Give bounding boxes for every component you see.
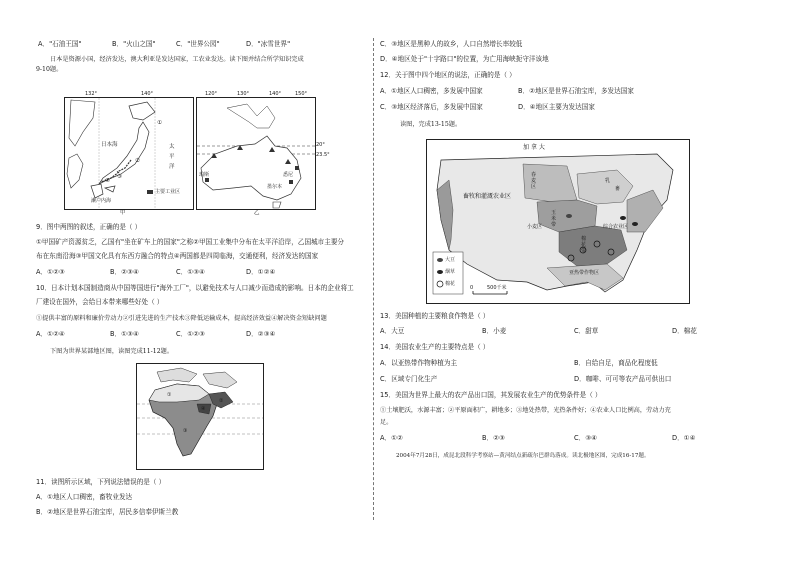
- q8-option-d[interactable]: D．"冰雪世界": [246, 40, 291, 48]
- q14-option-b[interactable]: B．自给自足，商品化程度低: [574, 359, 658, 367]
- q8-option-b[interactable]: B．"火山之国": [112, 40, 156, 48]
- q14-option-d[interactable]: D．咖啡、可可等农产品可供出口: [574, 375, 672, 383]
- japan-intro-line1: 日本是资源小国，经济发达，澳大利亚是发达国家，工农业发达。读下图并结合所学知识完成: [50, 56, 304, 63]
- africa-region-3: ③: [183, 428, 188, 434]
- q15-option-b[interactable]: B．②③: [482, 434, 505, 442]
- q9-stem: 9．图中两图的叙述，正确的是（ ）: [36, 223, 142, 231]
- us-legend-soybean: 大豆: [445, 257, 456, 263]
- q10-option-d[interactable]: D．②③④: [246, 330, 276, 338]
- q8-option-c[interactable]: C．"世界公园": [176, 40, 220, 48]
- yi-lat-23-5: 23.5°: [316, 152, 330, 158]
- q11-option-c[interactable]: C．③地区是黑种人的故乡，人口自然增长率较低: [380, 40, 523, 48]
- us-legend-cotton: 棉花: [445, 281, 456, 287]
- q9-option-a[interactable]: A．①②③: [36, 268, 65, 276]
- us-map-cotton-belt: 棉 花 带: [581, 236, 587, 254]
- q10-option-b[interactable]: B．①③④: [110, 330, 139, 338]
- q10-line2: ①提供丰富的原料和廉价劳动力②引进先进的生产技术③降低运输成本，提高经济效益④解决资金短缺问题: [36, 315, 327, 322]
- jia-pacific-2: 平: [169, 154, 175, 160]
- q16-intro: 2004年7月28日，成昆北段科学考察站—黄河结点新疏尔巴群岛落成。读北极地区图，完成16-17题。: [396, 453, 650, 459]
- q9-option-d[interactable]: D．①②④: [246, 268, 276, 276]
- q12-option-a[interactable]: A．①地区人口稠密，多发展中国家: [380, 87, 483, 95]
- us-map-corn-belt: 玉 米 带: [551, 210, 557, 228]
- q9-option-b[interactable]: B．②③④: [110, 268, 139, 276]
- q9-option-c[interactable]: C．①③④: [176, 268, 205, 276]
- q14-stem: 14．美国农业生产的主要特点是（ ）: [380, 343, 490, 351]
- us-map-spring-wheat: 春 麦 区: [531, 172, 537, 190]
- jia-pacific-3: 洋: [169, 164, 175, 170]
- japan-intro-line2: 9-10题。: [36, 66, 63, 73]
- us-map-subtropical: 亚热带作物区: [569, 270, 600, 276]
- q15-option-a[interactable]: A．①②: [380, 434, 403, 442]
- q15-option-d[interactable]: D．①④: [672, 434, 696, 442]
- map-yi-label: 乙: [254, 210, 260, 216]
- yi-lon-120: 120°: [205, 91, 218, 97]
- us-map-canada: 加 拿 大: [523, 144, 545, 151]
- jia-legend: 主要工业区: [155, 189, 181, 195]
- jia-circle-2: ②: [135, 158, 140, 164]
- q11-stem: 11．读图所示区域，下列说法错误的是（ ）: [36, 478, 166, 486]
- q9-line2: 布在东南沿海③甲国文化具有东西方融合的特点④两国都是四周临海，交通便利，经济发达的国家: [36, 252, 319, 260]
- africa-intro: 下图为世界某部地区图，读图完成11-12题。: [50, 348, 174, 355]
- africa-region-2: ②: [219, 398, 224, 404]
- q15-option-c[interactable]: C．③④: [574, 434, 598, 442]
- right-column: [378, 0, 794, 562]
- jia-sea-of-japan: 日本海: [101, 142, 118, 148]
- jia-circle-4: ④: [105, 178, 110, 184]
- yi-lon-140: 140°: [269, 91, 282, 97]
- japan-map: [64, 91, 194, 210]
- q11-option-b[interactable]: B．②地区是世界石油宝库，居民多信奉伊斯兰教: [36, 508, 179, 516]
- q12-option-d[interactable]: D．④地区主要为发达国家: [518, 103, 595, 111]
- us-map-ranch-region: 畜牧和灌溉农业区: [463, 193, 512, 200]
- jia-circle-3: ③: [117, 174, 122, 180]
- q11-option-a[interactable]: A．①地区人口稠密，畜牧业发达: [36, 493, 133, 501]
- map-jia-label: 甲: [120, 210, 126, 216]
- q13-option-b[interactable]: B．小麦: [482, 327, 507, 335]
- q12-option-c[interactable]: C．③地区经济落后，多发展中国家: [380, 103, 483, 111]
- jia-lon-132: 132°: [85, 91, 98, 97]
- q13-option-d[interactable]: D．棉花: [672, 327, 697, 335]
- africa-region-4: ④: [201, 406, 206, 412]
- us-scale-zero: 0: [470, 285, 474, 291]
- jia-pacific-1: 太: [169, 144, 175, 150]
- q12-stem: 12．关于图中四个地区的说法，正确的是（ ）: [380, 71, 516, 79]
- q13-option-c[interactable]: C．甜草: [574, 327, 599, 335]
- yi-lat-20: 20°: [316, 142, 325, 148]
- q8-option-a[interactable]: A．"石油王国": [38, 40, 82, 48]
- us-scale-label: 500千米: [487, 285, 507, 291]
- column-divider: [373, 38, 374, 520]
- q15-line2: 足。: [380, 419, 393, 426]
- q15-line1: ①土壤肥沃，水源丰富；②平原面积广，耕地多；③地处热带，光热条件好；④农业人口比例高，劳动力充: [380, 407, 671, 414]
- yi-lon-130: 130°: [237, 91, 250, 97]
- q15-stem: 15．美国为世界上最大的农产品出口国，其发展农业生产的优势条件是（ ）: [380, 391, 602, 399]
- yi-city-sydney: 悉尼: [283, 172, 294, 178]
- q10-line1: 厂建设在国外，会给日本带来哪些好处（ ）: [36, 298, 164, 306]
- left-column: [0, 0, 372, 562]
- q14-option-a[interactable]: A．以亚热带作物种植为主: [380, 359, 458, 367]
- yi-city-melbourne: 墨尔本: [267, 184, 283, 190]
- us-map-dairy-1: 乳: [605, 178, 611, 184]
- us-agriculture-map: [426, 139, 690, 304]
- q13-stem: 13．美国种植的主要粮食作物是（ ）: [380, 312, 490, 320]
- q9-line1: ①甲国矿产资源贫乏，乙国有"坐在矿车上的国家"之称②甲国工业集中分布在太平洋沿岸，乙国城市主要分: [36, 238, 345, 246]
- q12-option-b[interactable]: B．②地区是世界石油宝库，多发达国家: [518, 87, 634, 95]
- yi-city-perth: 珀斯: [199, 172, 210, 178]
- australia-map: [196, 91, 330, 210]
- africa-region-1: ①: [167, 392, 172, 398]
- us-legend-tobacco: 烟草: [445, 269, 456, 275]
- q10-stem: 10．日本计划本国制造商从中国等国进行"海外工厂"，以避免技术与人口减少而造成的影响。日本的企业将工: [36, 284, 354, 292]
- us-map-mixed-region: 综合农业区: [603, 224, 629, 230]
- us-intro: 读图，完成13-15题。: [400, 121, 462, 128]
- q14-option-c[interactable]: C．区域专门化生产: [380, 375, 438, 383]
- jia-lon-140: 140°: [141, 91, 154, 97]
- jia-inland-sea: 濑户内海: [91, 198, 112, 204]
- q11-option-d[interactable]: D．④地区处于"十字路口"的位置，为亡用海峡扼守洋该地: [380, 55, 549, 63]
- q10-option-a[interactable]: A．①②④: [36, 330, 65, 338]
- q10-option-c[interactable]: C．①②③: [176, 330, 205, 338]
- us-map-dairy-2: 畜: [615, 186, 621, 192]
- us-map-wheat-region: 小麦区: [527, 224, 543, 230]
- yi-lon-150: 150°: [295, 91, 308, 97]
- q13-option-a[interactable]: A．大豆: [380, 327, 405, 335]
- africa-map: [136, 363, 264, 470]
- jia-circle-1: ①: [157, 120, 162, 126]
